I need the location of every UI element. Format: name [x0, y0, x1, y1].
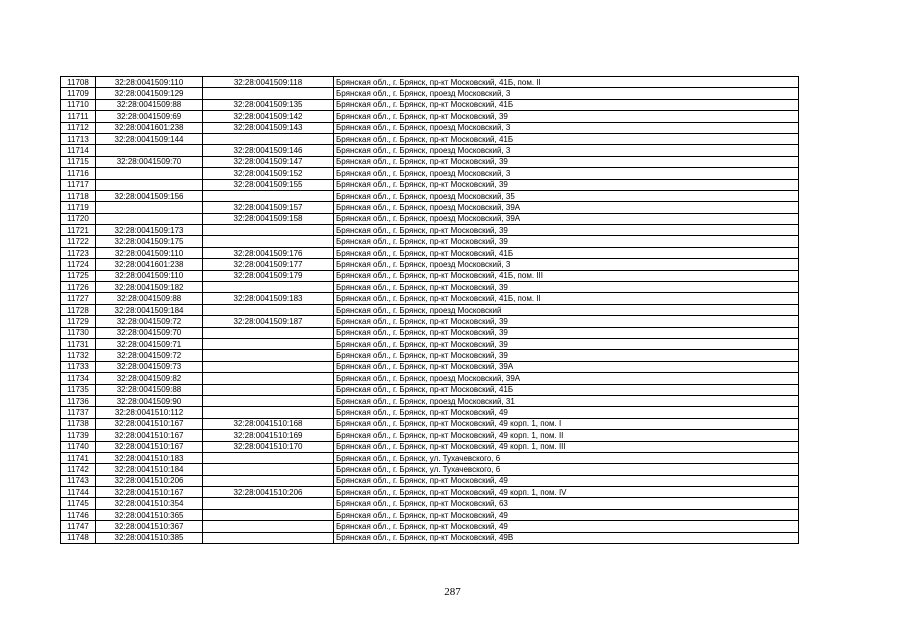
table-row — [61, 395, 799, 406]
row-number-cell: 11731 — [61, 338, 96, 349]
table-row — [61, 259, 799, 270]
cadastral-number-cell: 32:28:0041509:156 — [96, 190, 203, 201]
cadastral-number-cell: 32:28:0041509:110 — [96, 270, 203, 281]
linked-cadastral-number-cell — [203, 407, 334, 418]
cadastral-number-cell: 32:28:0041510:167 — [96, 441, 203, 452]
linked-cadastral-number-cell: 32:28:0041509:118 — [203, 77, 334, 88]
linked-cadastral-number-cell — [203, 464, 334, 475]
row-number-cell: 11730 — [61, 327, 96, 338]
row-number-cell: 11711 — [61, 111, 96, 122]
row-number-cell: 11722 — [61, 236, 96, 247]
address-cell: Брянская обл., г. Брянск, пр-кт Московский, 39 — [334, 236, 799, 247]
table-row — [61, 270, 799, 281]
linked-cadastral-number-cell — [203, 373, 334, 384]
linked-cadastral-number-cell — [203, 361, 334, 372]
table-row — [61, 441, 799, 452]
address-cell: Брянская обл., г. Брянск, пр-кт Московский, 41Б — [334, 384, 799, 395]
address-cell: Брянская обл., г. Брянск, пр-кт Московский, 39 — [334, 282, 799, 293]
row-number-cell: 11745 — [61, 498, 96, 509]
row-number-cell: 11719 — [61, 202, 96, 213]
address-cell: Брянская обл., г. Брянск, пр-кт Московский, 49 корп. 1, пом. III — [334, 441, 799, 452]
row-number-cell: 11720 — [61, 213, 96, 224]
address-cell: Брянская обл., г. Брянск, пр-кт Московский, 49 — [334, 475, 799, 486]
row-number-cell: 11718 — [61, 190, 96, 201]
cadastral-number-cell: 32:28:0041509:110 — [96, 247, 203, 258]
table-row — [61, 384, 799, 395]
address-cell: Брянская обл., г. Брянск, пр-кт Московский, 49 корп. 1, пом. I — [334, 418, 799, 429]
linked-cadastral-number-cell — [203, 350, 334, 361]
linked-cadastral-number-cell — [203, 133, 334, 144]
table-row — [61, 464, 799, 475]
table-row — [61, 452, 799, 463]
address-cell: Брянская обл., г. Брянск, пр-кт Московский, 39 — [334, 225, 799, 236]
table-row — [61, 407, 799, 418]
page-number: 287 — [444, 586, 461, 598]
row-number-cell: 11715 — [61, 156, 96, 167]
row-number-cell: 11727 — [61, 293, 96, 304]
cadastral-number-cell: 32:28:0041509:129 — [96, 88, 203, 99]
address-cell: Брянская обл., г. Брянск, пр-кт Московский, 49 — [334, 509, 799, 520]
row-number-cell: 11740 — [61, 441, 96, 452]
address-cell: Брянская обл., г. Брянск, пр-кт Московский, 41Б — [334, 247, 799, 258]
address-cell: Брянская обл., г. Брянск, проезд Московский, 3 — [334, 145, 799, 156]
cadastral-number-cell: 32:28:0041509:144 — [96, 133, 203, 144]
linked-cadastral-number-cell: 32:28:0041509:142 — [203, 111, 334, 122]
table-row — [61, 122, 799, 133]
row-number-cell: 11733 — [61, 361, 96, 372]
table-row — [61, 236, 799, 247]
row-number-cell: 11747 — [61, 521, 96, 532]
row-number-cell: 11716 — [61, 168, 96, 179]
address-cell: Брянская обл., г. Брянск, пр-кт Московский, 39 — [334, 338, 799, 349]
address-cell: Брянская обл., г. Брянск, пр-кт Московский, 39 — [334, 111, 799, 122]
row-number-cell: 11710 — [61, 99, 96, 110]
cadastral-number-cell: 32:28:0041509:110 — [96, 77, 203, 88]
row-number-cell: 11728 — [61, 304, 96, 315]
table-row — [61, 190, 799, 201]
linked-cadastral-number-cell: 32:28:0041509:183 — [203, 293, 334, 304]
linked-cadastral-number-cell — [203, 475, 334, 486]
cadastral-number-cell: 32:28:0041509:72 — [96, 350, 203, 361]
linked-cadastral-number-cell: 32:28:0041510:170 — [203, 441, 334, 452]
address-cell: Брянская обл., г. Брянск, пр-кт Московский, 41Б, пом. II — [334, 293, 799, 304]
row-number-cell: 11729 — [61, 316, 96, 327]
address-cell: Брянская обл., г. Брянск, пр-кт Московский, 41Б — [334, 99, 799, 110]
cadastral-number-cell — [96, 179, 203, 190]
table-row — [61, 532, 799, 543]
cadastral-number-cell: 32:28:0041509:88 — [96, 99, 203, 110]
address-cell: Брянская обл., г. Брянск, проезд Московский, 35 — [334, 190, 799, 201]
cadastral-number-cell — [96, 145, 203, 156]
row-number-cell: 11713 — [61, 133, 96, 144]
table-row — [61, 213, 799, 224]
address-cell: Брянская обл., г. Брянск, пр-кт Московский, 39А — [334, 361, 799, 372]
cadastral-number-cell: 32:28:0041509:82 — [96, 373, 203, 384]
cadastral-number-cell: 32:28:0041510:184 — [96, 464, 203, 475]
table-row — [61, 418, 799, 429]
table-row — [61, 156, 799, 167]
cadastral-number-cell — [96, 168, 203, 179]
row-number-cell: 11746 — [61, 509, 96, 520]
address-cell: Брянская обл., г. Брянск, пр-кт Московский, 49 корп. 1, пом. IV — [334, 487, 799, 498]
linked-cadastral-number-cell — [203, 532, 334, 543]
linked-cadastral-number-cell — [203, 225, 334, 236]
linked-cadastral-number-cell — [203, 452, 334, 463]
cadastral-number-cell — [96, 213, 203, 224]
cadastral-number-cell: 32:28:0041510:167 — [96, 430, 203, 441]
cadastral-number-cell: 32:28:0041509:184 — [96, 304, 203, 315]
table-row — [61, 202, 799, 213]
cadastral-number-cell: 32:28:0041510:385 — [96, 532, 203, 543]
address-cell: Брянская обл., г. Брянск, пр-кт Московский, 63 — [334, 498, 799, 509]
cadastral-number-cell: 32:28:0041509:69 — [96, 111, 203, 122]
table-row — [61, 304, 799, 315]
table-row — [61, 88, 799, 99]
address-cell: Брянская обл., г. Брянск, проезд Московский, 39А — [334, 202, 799, 213]
linked-cadastral-number-cell: 32:28:0041510:169 — [203, 430, 334, 441]
address-cell: Брянская обл., г. Брянск, пр-кт Московский, 39 — [334, 350, 799, 361]
address-cell: Брянская обл., г. Брянск, пр-кт Московский, 39 — [334, 156, 799, 167]
row-number-cell: 11723 — [61, 247, 96, 258]
address-cell: Брянская обл., г. Брянск, проезд Московский, 39А — [334, 213, 799, 224]
cadastral-number-cell: 32:28:0041601:238 — [96, 259, 203, 270]
cadastral-number-cell: 32:28:0041509:70 — [96, 156, 203, 167]
linked-cadastral-number-cell: 32:28:0041509:152 — [203, 168, 334, 179]
address-cell: Брянская обл., г. Брянск, пр-кт Московский, 49 корп. 1, пом. II — [334, 430, 799, 441]
linked-cadastral-number-cell — [203, 190, 334, 201]
cadastral-number-cell: 32:28:0041510:167 — [96, 418, 203, 429]
table-row — [61, 350, 799, 361]
cadastral-number-cell: 32:28:0041509:173 — [96, 225, 203, 236]
cadastral-number-cell: 32:28:0041510:206 — [96, 475, 203, 486]
address-cell: Брянская обл., г. Брянск, пр-кт Московский, 41Б — [334, 133, 799, 144]
address-cell: Брянская обл., г. Брянск, ул. Тухачевского, 6 — [334, 452, 799, 463]
linked-cadastral-number-cell — [203, 88, 334, 99]
table-row — [61, 498, 799, 509]
cadastral-number-cell: 32:28:0041509:70 — [96, 327, 203, 338]
cadastral-number-cell: 32:28:0041510:112 — [96, 407, 203, 418]
row-number-cell: 11742 — [61, 464, 96, 475]
linked-cadastral-number-cell: 32:28:0041509:157 — [203, 202, 334, 213]
cadastral-number-cell: 32:28:0041509:73 — [96, 361, 203, 372]
address-cell: Брянская обл., г. Брянск, проезд Московский, 3 — [334, 168, 799, 179]
table-row — [61, 179, 799, 190]
table-row — [61, 361, 799, 372]
row-number-cell: 11717 — [61, 179, 96, 190]
cadastral-number-cell: 32:28:0041509:88 — [96, 384, 203, 395]
table-row — [61, 521, 799, 532]
cadastral-number-cell: 32:28:0041509:71 — [96, 338, 203, 349]
table-row — [61, 111, 799, 122]
row-number-cell: 11743 — [61, 475, 96, 486]
table-row — [61, 373, 799, 384]
linked-cadastral-number-cell — [203, 282, 334, 293]
registry-table — [60, 76, 799, 544]
linked-cadastral-number-cell: 32:28:0041509:147 — [203, 156, 334, 167]
address-cell: Брянская обл., г. Брянск, проезд Московский, 39А — [334, 373, 799, 384]
cadastral-number-cell: 32:28:0041510:367 — [96, 521, 203, 532]
table-row — [61, 77, 799, 88]
cadastral-number-cell: 32:28:0041509:90 — [96, 395, 203, 406]
table-row — [61, 316, 799, 327]
address-cell: Брянская обл., г. Брянск, проезд Московский, 31 — [334, 395, 799, 406]
row-number-cell: 11741 — [61, 452, 96, 463]
cadastral-number-cell: 32:28:0041510:365 — [96, 509, 203, 520]
address-cell: Брянская обл., г. Брянск, ул. Тухачевского, 6 — [334, 464, 799, 475]
table-row — [61, 168, 799, 179]
registry-body — [61, 77, 799, 544]
linked-cadastral-number-cell: 32:28:0041509:176 — [203, 247, 334, 258]
linked-cadastral-number-cell: 32:28:0041509:187 — [203, 316, 334, 327]
address-cell: Брянская обл., г. Брянск, пр-кт Московский, 39 — [334, 179, 799, 190]
linked-cadastral-number-cell — [203, 304, 334, 315]
row-number-cell: 11721 — [61, 225, 96, 236]
address-cell: Брянская обл., г. Брянск, пр-кт Московский, 49 — [334, 521, 799, 532]
cadastral-number-cell: 32:28:0041509:72 — [96, 316, 203, 327]
row-number-cell: 11748 — [61, 532, 96, 543]
address-cell: Брянская обл., г. Брянск, проезд Московский, 3 — [334, 122, 799, 133]
row-number-cell: 11737 — [61, 407, 96, 418]
cadastral-number-cell: 32:28:0041510:167 — [96, 487, 203, 498]
table-row — [61, 247, 799, 258]
table-row — [61, 282, 799, 293]
table-row — [61, 145, 799, 156]
address-cell: Брянская обл., г. Брянск, проезд Московский, 3 — [334, 259, 799, 270]
linked-cadastral-number-cell: 32:28:0041510:168 — [203, 418, 334, 429]
address-cell: Брянская обл., г. Брянск, пр-кт Московский, 39 — [334, 316, 799, 327]
table-row — [61, 487, 799, 498]
row-number-cell: 11726 — [61, 282, 96, 293]
cadastral-number-cell: 32:28:0041509:175 — [96, 236, 203, 247]
cadastral-number-cell: 32:28:0041510:183 — [96, 452, 203, 463]
linked-cadastral-number-cell — [203, 384, 334, 395]
address-cell: Брянская обл., г. Брянск, проезд Московский, 3 — [334, 88, 799, 99]
table-row — [61, 475, 799, 486]
table-row — [61, 430, 799, 441]
linked-cadastral-number-cell: 32:28:0041509:158 — [203, 213, 334, 224]
cadastral-number-cell: 32:28:0041509:182 — [96, 282, 203, 293]
table-row — [61, 293, 799, 304]
row-number-cell: 11714 — [61, 145, 96, 156]
row-number-cell: 11738 — [61, 418, 96, 429]
linked-cadastral-number-cell — [203, 236, 334, 247]
row-number-cell: 11712 — [61, 122, 96, 133]
linked-cadastral-number-cell: 32:28:0041509:135 — [203, 99, 334, 110]
linked-cadastral-number-cell: 32:28:0041509:146 — [203, 145, 334, 156]
address-cell: Брянская обл., г. Брянск, пр-кт Московский, 49В — [334, 532, 799, 543]
linked-cadastral-number-cell: 32:28:0041509:143 — [203, 122, 334, 133]
cadastral-number-cell: 32:28:0041509:88 — [96, 293, 203, 304]
linked-cadastral-number-cell: 32:28:0041509:177 — [203, 259, 334, 270]
row-number-cell: 11709 — [61, 88, 96, 99]
address-cell: Брянская обл., г. Брянск, пр-кт Московский, 49 — [334, 407, 799, 418]
table-row — [61, 133, 799, 144]
linked-cadastral-number-cell — [203, 327, 334, 338]
linked-cadastral-number-cell — [203, 338, 334, 349]
cadastral-number-cell — [96, 202, 203, 213]
address-cell: Брянская обл., г. Брянск, пр-кт Московский, 41Б, пом. II — [334, 77, 799, 88]
row-number-cell: 11725 — [61, 270, 96, 281]
linked-cadastral-number-cell — [203, 498, 334, 509]
row-number-cell: 11744 — [61, 487, 96, 498]
table-row — [61, 338, 799, 349]
linked-cadastral-number-cell — [203, 509, 334, 520]
cadastral-number-cell: 32:28:0041601:238 — [96, 122, 203, 133]
linked-cadastral-number-cell: 32:28:0041509:155 — [203, 179, 334, 190]
table-row — [61, 509, 799, 520]
row-number-cell: 11732 — [61, 350, 96, 361]
row-number-cell: 11708 — [61, 77, 96, 88]
row-number-cell: 11735 — [61, 384, 96, 395]
cadastral-number-cell: 32:28:0041510:354 — [96, 498, 203, 509]
address-cell: Брянская обл., г. Брянск, пр-кт Московский, 39 — [334, 327, 799, 338]
linked-cadastral-number-cell: 32:28:0041509:179 — [203, 270, 334, 281]
row-number-cell: 11736 — [61, 395, 96, 406]
address-cell: Брянская обл., г. Брянск, проезд Московский — [334, 304, 799, 315]
row-number-cell: 11724 — [61, 259, 96, 270]
address-cell: Брянская обл., г. Брянск, пр-кт Московский, 41Б, пом. III — [334, 270, 799, 281]
table-row — [61, 99, 799, 110]
row-number-cell: 11739 — [61, 430, 96, 441]
linked-cadastral-number-cell — [203, 521, 334, 532]
linked-cadastral-number-cell: 32:28:0041510:206 — [203, 487, 334, 498]
table-row — [61, 327, 799, 338]
table-row — [61, 225, 799, 236]
row-number-cell: 11734 — [61, 373, 96, 384]
linked-cadastral-number-cell — [203, 395, 334, 406]
